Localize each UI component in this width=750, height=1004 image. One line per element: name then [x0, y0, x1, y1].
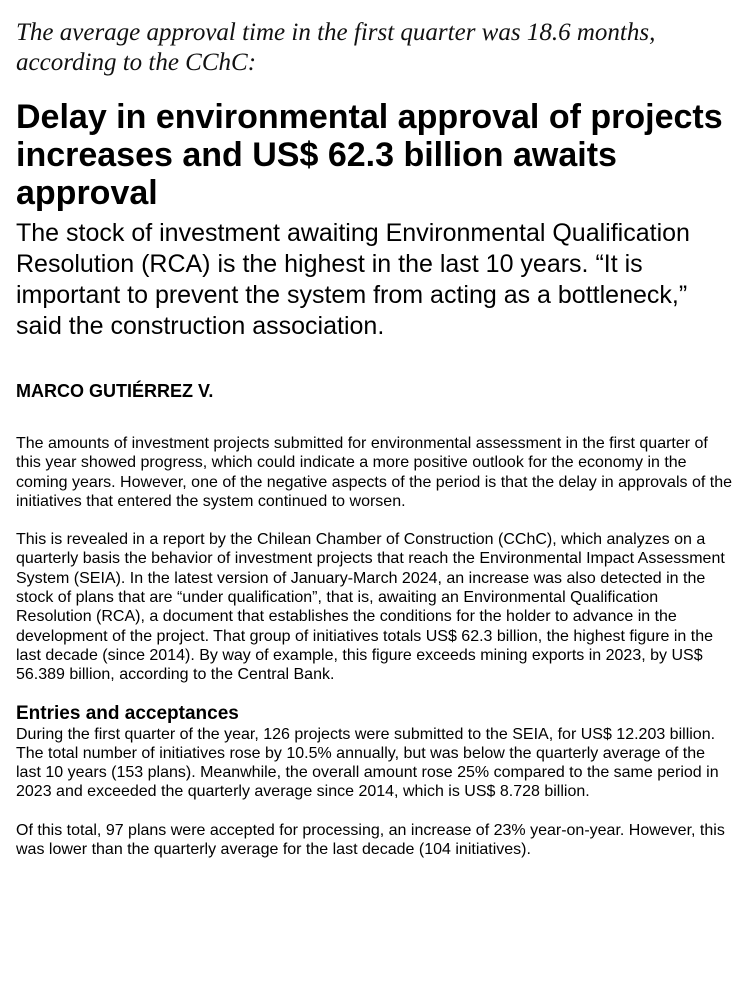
- article-kicker: The average approval time in the first quarter was 18.6 months, according to the CChC:: [16, 19, 656, 76]
- article-byline: MARCO GUTIÉRREZ V.: [16, 381, 214, 401]
- article-deck: The stock of investment awaiting Environmental Qualification Resolution (RCA) is the highest in the last 10 years. “It is important to prevent the system from acting as a bottleneck,” said the construction association.: [16, 219, 690, 340]
- article: [16, 0, 734, 859]
- body-paragraph-1: The amounts of investment projects submitted for environmental assessment in the first quarter of this year showed progress, which could indicate a more positive outlook for the economy in the coming years. However, one of the negative aspects of the period is that the delay in approvals of the initiatives that entered the system continued to worsen.: [16, 435, 732, 510]
- body-paragraph-3: During the first quarter of the year, 126 projects were submitted to the SEIA, for US$ 12.203 billion. The total number of initiatives rose by 10.5% annually, but was below the quarterly average of the last 10 years (153 plans). Meanwhile, the overall amount rose 25% compared to the same period in 2023 and exceeded the quarterly average since 2014, which is US$ 8.728 billion.: [16, 725, 719, 801]
- body-paragraph-4: Of this total, 97 plans were accepted for processing, an increase of 23% year-on-year. However, this was lower than the quarterly average for the last decade (104 initiatives).: [16, 821, 725, 859]
- section-subhead: Entries and acceptances: [16, 702, 239, 724]
- article-headline: Delay in environmental approval of projects increases and US$ 62.3 billion awaits approval: [16, 98, 723, 212]
- body-paragraph-2: This is revealed in a report by the Chilean Chamber of Construction (CChC), which analyzes on a quarterly basis the behavior of investment projects that reach the Environmental Impact Assessment System (SEIA). In the latest version of January-March 2024, an increase was also detected in the stock of plans that are “under qualification”, that is, awaiting an Environmental Qualification Resolution (RCA), a document that establishes the conditions for the holder to advance in the development of the project. That group of initiatives totals US$ 62.3 billion, the highest figure in the last decade (since 2014). By way of example, this figure exceeds mining exports in 2023, by US$ 56.389 billion, according to the Central Bank.: [16, 531, 725, 684]
